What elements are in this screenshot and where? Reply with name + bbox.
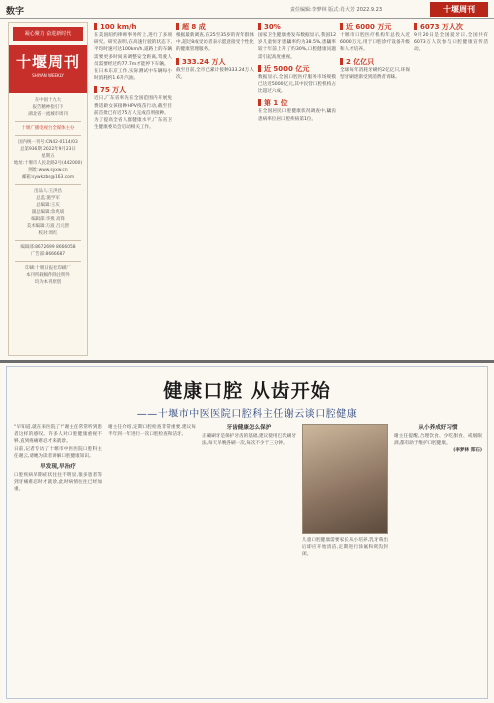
website-link[interactable]: 网址:www.syxw.cn xyxy=(28,168,68,173)
stat-heading: 333.24 万人 xyxy=(176,57,254,67)
article-subhead: 牙齿健康怎么保护 xyxy=(226,425,272,431)
stat-paragraph: 数据显示,全国口腔医疗服务市场规模已达近5000亿元,其中民营口腔机构占比超过六成。 xyxy=(258,74,336,95)
section-divider xyxy=(0,360,494,363)
publisher: 十堰广播电视台全媒体主办 xyxy=(21,126,75,131)
upper-column-2 xyxy=(176,22,254,356)
feature-column-2 xyxy=(108,424,196,694)
staff-line: 编辑部:李燕 高锋 xyxy=(31,217,65,222)
header-logo: 十堰周刊 xyxy=(430,2,488,17)
article-paragraph: 儿童口腔健康需要家长从小培养,乳牙萌出后即应开始清洁,定期进行涂氟和窝沟封闭。 xyxy=(302,538,388,558)
feature-title: 健康口腔 从齿开始 xyxy=(163,380,331,402)
contact-line: 广告部:8666687 xyxy=(30,252,66,257)
stat-paragraph: 截至目前,全市已累计接种333.24万人次。 xyxy=(176,67,254,80)
feature-column-4 xyxy=(302,424,388,694)
stat-heading: 6073 万人次 xyxy=(414,22,488,32)
sidebar-banner: 凝心聚力 奋进新时代 xyxy=(13,27,83,41)
upper-column-4 xyxy=(340,22,410,356)
article-paragraph: 谢主任介绍,定期口腔检查非常重要,建议每半年到一年进行一次口腔检查和洁牙。 xyxy=(108,425,196,438)
info-line: 国内统一刊号:CN42-0114/03 xyxy=(18,140,78,145)
info-line: 地址:十堰市人民北路2号(442000) xyxy=(13,161,83,166)
notice-line: 均为本刊原创 xyxy=(34,280,62,285)
theme-line: 湖北省一流城市周刊 xyxy=(28,112,68,117)
theme-line: 在中国十九大 xyxy=(34,98,62,103)
divider xyxy=(15,261,81,262)
staff-line: 总监:施学军 xyxy=(36,196,60,201)
divider xyxy=(15,240,81,241)
info-line: 星期五 xyxy=(41,154,55,159)
staff-line: 校对:周红 xyxy=(38,231,58,236)
stat-heading: 近 5000 亿元 xyxy=(258,64,336,74)
feature-subtitle: ——十堰市中医医院口腔科主任谢云谈口腔健康 xyxy=(136,409,358,420)
divider xyxy=(15,184,81,185)
masthead-sidebar xyxy=(8,22,88,356)
stat-paragraph: 近日,广东省率先在全国范围内开展免费适龄女孩接种HPV疫苗行动,截至目前首批已有近75万人完成首剂接种。 xyxy=(94,96,172,116)
header-rule xyxy=(0,18,494,19)
stat-heading: 2 亿亿只 xyxy=(340,57,410,67)
stat-heading: 100 km/h xyxy=(94,22,172,32)
stat-paragraph: 在全国居民口腔健康状况调查中,龋齿患病率位居口腔疾病第1位。 xyxy=(258,109,336,122)
email-link[interactable]: 邮箱:sywkzbs@163.com xyxy=(21,175,75,180)
masthead-logo xyxy=(9,45,87,93)
doctor-photo xyxy=(302,424,388,534)
stat-heading: 第 1 位 xyxy=(258,98,336,108)
feature-column-3 xyxy=(202,424,296,694)
stat-paragraph: 根据最新调查,在25至35岁的青年群体中,超过8成受访者表示愿意接受个性化的健康管理服务。 xyxy=(176,33,254,53)
masthead-body xyxy=(11,97,85,286)
stat-paragraph: 在日本东京工作,实际测试中车辆每小时消耗约1.6升汽油。 xyxy=(94,69,172,82)
notice-line: 印刷:十堰日报社印刷厂 xyxy=(25,266,71,271)
masthead-title: 十堰周刊 xyxy=(15,53,80,71)
upper-column-1 xyxy=(94,22,172,356)
staff-line: 副总编辑:余兆斌 xyxy=(31,210,65,215)
upper-column-3 xyxy=(258,22,336,356)
stat-heading: 30% xyxy=(258,22,336,32)
article-paragraph: 谢主任提醒,合理饮食、少吃甜食、戒烟限酒,都有助于维护口腔健康。 xyxy=(394,434,482,447)
contact-line: 编辑部:8672699 8666058 xyxy=(20,245,76,250)
article-paragraph: 口腔疾病早期症状往往不明显,很多患者等到牙痛难忍时才就诊,此时病情往往已经加重。 xyxy=(14,473,102,493)
article-subhead: 从小养成好习惯 xyxy=(418,425,458,431)
stat-paragraph: 十堰市口腔医疗机构年总投入近6000万元,用于口腔诊疗设备升级和人才培养。 xyxy=(340,33,410,53)
stat-paragraph: 全球每年消耗牙刷约2亿亿只,环保型牙刷逐渐受到消费者青睐。 xyxy=(340,67,410,80)
info-line: 总第936期 2022年9月23日 xyxy=(20,147,76,152)
stat-paragraph: 国家卫生健康委发布数据显示,我国12岁儿童恒牙患龋率约为38.5%,患龋率较十年前上升了约30%,口腔健康问题需引起高度重视。 xyxy=(258,33,336,60)
article-paragraph: “早知道,就在来医院了!”谢主任常常听到患者这样的感叹。许多人对口腔健康重视不够,直到疼痛难忍才来就诊。 xyxy=(14,425,102,445)
stat-paragraph: 在美国纽约律师事务所上,进行了多项研究。研究表明,在高速行驶的状态下,平均时速可达100km/h,道路上的车辆需要更多时间来调整安全距离,驾驶人员需要经过约77.7m才能停下车辆。 xyxy=(94,33,172,67)
upper-column-5 xyxy=(414,22,488,356)
theme-line: 报告精神指引下 xyxy=(32,105,64,110)
feature-column-1 xyxy=(14,424,102,694)
staff-line: 美术编辑:万波 吕元智 xyxy=(26,224,70,229)
article-subhead: 早发现,早治疗 xyxy=(40,464,76,471)
stat-heading: 超 8 成 xyxy=(176,22,254,32)
staff-line: 总编辑:王庆 xyxy=(36,203,60,208)
editor-info: 责任编辑:李梦林 版式:肖大芳 2022.9.23 xyxy=(290,7,382,13)
notice-line: 本刊所载稿件除注明外 xyxy=(26,273,70,278)
stat-heading: 75 万人 xyxy=(94,85,172,95)
byline: (李梦林 郑石) xyxy=(453,448,482,454)
staff-line: 出品人:王洪昌 xyxy=(34,189,62,194)
section-label: 数字 xyxy=(6,7,25,17)
stat-paragraph: 9月20日是全国爱牙日,全国共有6073万人次参与口腔健康宣传活动。 xyxy=(414,33,488,53)
stat-heading: 近 6000 万元 xyxy=(340,22,410,32)
masthead-subtitle: SHIYAN WEEKLY xyxy=(32,73,64,78)
divider xyxy=(15,121,81,122)
feature-column-5 xyxy=(394,424,482,694)
stat-paragraph: 为了提高全省人群健康水平,广东省卫生健康委员会启动相关工作。 xyxy=(94,118,172,131)
divider xyxy=(15,135,81,136)
article-paragraph: 正确刷牙是保护牙齿的基础,建议使用巴氏刷牙法,每天早晚各刷一次,每次不少于三分钟。 xyxy=(202,434,296,447)
article-paragraph: 日前,记者专访了十堰市中医医院口腔科主任谢云,请她为读者讲解口腔健康知识。 xyxy=(14,446,102,459)
